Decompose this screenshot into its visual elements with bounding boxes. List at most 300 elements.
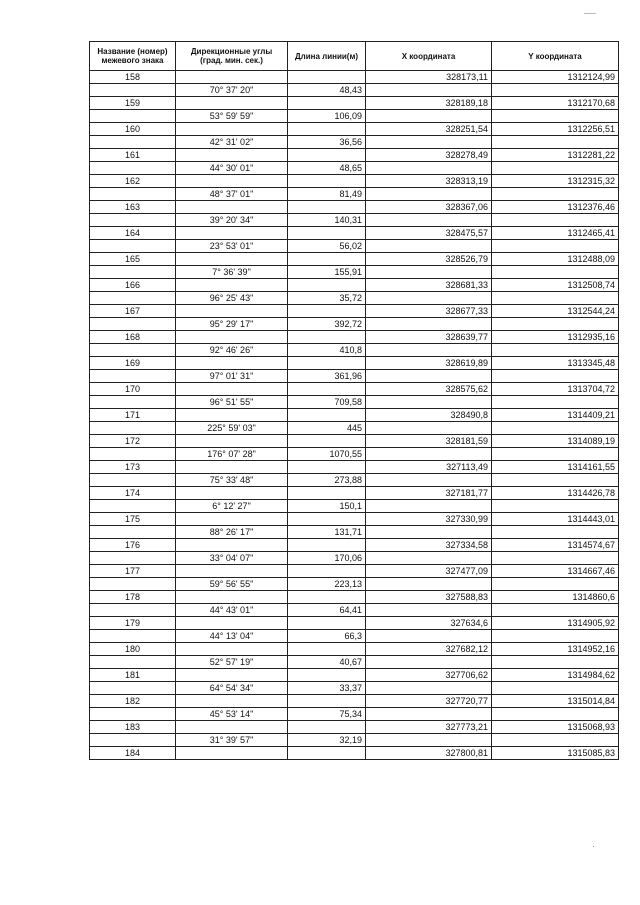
- line-length: 223,13: [288, 578, 366, 591]
- direction-angle: 176° 07' 28": [176, 448, 288, 461]
- line-length: 35,72: [288, 292, 366, 305]
- empty-cell: [90, 578, 176, 591]
- empty-cell: [492, 396, 619, 409]
- line-length: 445: [288, 422, 366, 435]
- point-name: 164: [90, 227, 176, 240]
- line-length: 170,06: [288, 552, 366, 565]
- empty-cell: [176, 461, 288, 474]
- empty-cell: [492, 552, 619, 565]
- direction-angle: 44° 13' 04": [176, 630, 288, 643]
- x-coordinate: 327334,58: [366, 539, 492, 552]
- line-length: 32,19: [288, 734, 366, 747]
- y-coordinate: 1313704,72: [492, 383, 619, 396]
- empty-cell: [288, 409, 366, 422]
- empty-cell: [176, 721, 288, 734]
- x-coordinate: 327720,77: [366, 695, 492, 708]
- point-row: [90, 721, 619, 734]
- direction-angle: 31° 39' 57": [176, 734, 288, 747]
- y-coordinate: 1314905,92: [492, 617, 619, 630]
- y-coordinate: 1314667,46: [492, 565, 619, 578]
- segment-row: [90, 188, 619, 201]
- point-name: 176: [90, 539, 176, 552]
- empty-cell: [492, 370, 619, 383]
- y-coordinate: 1315014,84: [492, 695, 619, 708]
- y-coordinate: 1315085,83: [492, 747, 619, 760]
- empty-cell: [366, 500, 492, 513]
- direction-angle: 44° 30' 01": [176, 162, 288, 175]
- empty-cell: [176, 747, 288, 760]
- direction-angle: 7° 36' 39": [176, 266, 288, 279]
- header-x-coordinate: X координата: [366, 42, 492, 71]
- point-row: [90, 435, 619, 448]
- empty-cell: [288, 539, 366, 552]
- line-length: 131,71: [288, 526, 366, 539]
- point-name: 184: [90, 747, 176, 760]
- empty-cell: [90, 526, 176, 539]
- direction-angle: 33° 04' 07": [176, 552, 288, 565]
- empty-cell: [366, 214, 492, 227]
- header-point-name: Название (номер) межевого знака: [90, 42, 176, 71]
- line-length: 48,65: [288, 162, 366, 175]
- line-length: 56,02: [288, 240, 366, 253]
- empty-cell: [176, 97, 288, 110]
- point-name: 165: [90, 253, 176, 266]
- point-row: [90, 617, 619, 630]
- segment-row: [90, 630, 619, 643]
- empty-cell: [288, 747, 366, 760]
- y-coordinate: 1312935,16: [492, 331, 619, 344]
- point-name: 178: [90, 591, 176, 604]
- point-name: 179: [90, 617, 176, 630]
- line-length: 81,49: [288, 188, 366, 201]
- empty-cell: [176, 123, 288, 136]
- empty-cell: [366, 396, 492, 409]
- empty-cell: [288, 175, 366, 188]
- empty-cell: [176, 487, 288, 500]
- x-coordinate: 327330,99: [366, 513, 492, 526]
- point-row: [90, 97, 619, 110]
- line-length: 33,37: [288, 682, 366, 695]
- empty-cell: [366, 604, 492, 617]
- empty-cell: [288, 201, 366, 214]
- x-coordinate: 327706,62: [366, 669, 492, 682]
- segment-row: [90, 682, 619, 695]
- empty-cell: [288, 513, 366, 526]
- y-coordinate: 1314574,67: [492, 539, 619, 552]
- segment-row: [90, 474, 619, 487]
- direction-angle: 6° 12' 27": [176, 500, 288, 513]
- empty-cell: [492, 708, 619, 721]
- empty-cell: [176, 253, 288, 266]
- empty-cell: [366, 526, 492, 539]
- line-length: 66,3: [288, 630, 366, 643]
- empty-cell: [176, 149, 288, 162]
- empty-cell: [176, 513, 288, 526]
- empty-cell: [90, 500, 176, 513]
- line-length: 48,43: [288, 84, 366, 97]
- line-length: 709,58: [288, 396, 366, 409]
- direction-angle: 96° 25' 43": [176, 292, 288, 305]
- segment-row: [90, 292, 619, 305]
- segment-row: [90, 240, 619, 253]
- segment-row: [90, 110, 619, 123]
- empty-cell: [288, 279, 366, 292]
- x-coordinate: 328367,06: [366, 201, 492, 214]
- empty-cell: [492, 526, 619, 539]
- header-y-coordinate: Y координата: [492, 42, 619, 71]
- x-coordinate: 328639,77: [366, 331, 492, 344]
- empty-cell: [90, 266, 176, 279]
- empty-cell: [176, 695, 288, 708]
- line-length: 273,88: [288, 474, 366, 487]
- empty-cell: [176, 617, 288, 630]
- direction-angle: 44° 43' 01": [176, 604, 288, 617]
- boundary-coordinates-table: [89, 41, 619, 760]
- empty-cell: [492, 292, 619, 305]
- direction-angle: 23° 53' 01": [176, 240, 288, 253]
- y-coordinate: 1312281,22: [492, 149, 619, 162]
- header-row: [90, 42, 619, 71]
- segment-row: [90, 448, 619, 461]
- point-name: 175: [90, 513, 176, 526]
- y-coordinate: 1314426,78: [492, 487, 619, 500]
- direction-angle: 95° 29' 17": [176, 318, 288, 331]
- empty-cell: [176, 383, 288, 396]
- empty-cell: [492, 630, 619, 643]
- empty-cell: [176, 565, 288, 578]
- line-length: 106,09: [288, 110, 366, 123]
- x-coordinate: 327113,49: [366, 461, 492, 474]
- empty-cell: [90, 344, 176, 357]
- x-coordinate: 328251,54: [366, 123, 492, 136]
- empty-cell: [288, 305, 366, 318]
- empty-cell: [366, 136, 492, 149]
- empty-cell: [90, 162, 176, 175]
- line-length: 40,67: [288, 656, 366, 669]
- direction-angle: 42° 31' 02": [176, 136, 288, 149]
- empty-cell: [492, 500, 619, 513]
- empty-cell: [366, 84, 492, 97]
- empty-cell: [366, 630, 492, 643]
- point-row: [90, 305, 619, 318]
- point-row: [90, 643, 619, 656]
- empty-cell: [366, 266, 492, 279]
- x-coordinate: 328526,79: [366, 253, 492, 266]
- direction-angle: 52° 57' 19": [176, 656, 288, 669]
- point-row: [90, 695, 619, 708]
- point-name: 174: [90, 487, 176, 500]
- line-length: 392,72: [288, 318, 366, 331]
- x-coordinate: 328490,8: [366, 409, 492, 422]
- y-coordinate: 1312256,51: [492, 123, 619, 136]
- y-coordinate: 1314089,19: [492, 435, 619, 448]
- direction-angle: 70° 37' 20": [176, 84, 288, 97]
- y-coordinate: 1314161,55: [492, 461, 619, 474]
- empty-cell: [492, 578, 619, 591]
- point-row: [90, 253, 619, 266]
- point-name: 160: [90, 123, 176, 136]
- segment-row: [90, 214, 619, 227]
- empty-cell: [176, 279, 288, 292]
- direction-angle: 48° 37' 01": [176, 188, 288, 201]
- y-coordinate: 1314952,16: [492, 643, 619, 656]
- x-coordinate: 327682,12: [366, 643, 492, 656]
- empty-cell: [492, 656, 619, 669]
- empty-cell: [90, 188, 176, 201]
- empty-cell: [366, 474, 492, 487]
- point-row: [90, 201, 619, 214]
- x-coordinate: 327800,81: [366, 747, 492, 760]
- empty-cell: [288, 435, 366, 448]
- x-coordinate: 327477,09: [366, 565, 492, 578]
- empty-cell: [90, 136, 176, 149]
- point-row: [90, 461, 619, 474]
- point-name: 170: [90, 383, 176, 396]
- empty-cell: [492, 422, 619, 435]
- point-name: 177: [90, 565, 176, 578]
- empty-cell: [176, 643, 288, 656]
- empty-cell: [176, 175, 288, 188]
- empty-cell: [176, 331, 288, 344]
- empty-cell: [492, 188, 619, 201]
- point-name: 158: [90, 71, 176, 84]
- point-name: 167: [90, 305, 176, 318]
- segment-row: [90, 578, 619, 591]
- empty-cell: [288, 721, 366, 734]
- y-coordinate: 1312124,99: [492, 71, 619, 84]
- empty-cell: [90, 292, 176, 305]
- empty-cell: [90, 630, 176, 643]
- x-coordinate: 327773,21: [366, 721, 492, 734]
- empty-cell: [366, 370, 492, 383]
- direction-angle: 53° 59' 59": [176, 110, 288, 123]
- empty-cell: [90, 682, 176, 695]
- point-name: 182: [90, 695, 176, 708]
- empty-cell: [288, 357, 366, 370]
- point-row: [90, 539, 619, 552]
- empty-cell: [90, 734, 176, 747]
- empty-cell: [90, 422, 176, 435]
- empty-cell: [90, 240, 176, 253]
- empty-cell: [90, 396, 176, 409]
- point-name: 171: [90, 409, 176, 422]
- x-coordinate: 328619,89: [366, 357, 492, 370]
- point-name: 181: [90, 669, 176, 682]
- empty-cell: [288, 487, 366, 500]
- segment-row: [90, 84, 619, 97]
- line-length: 140,31: [288, 214, 366, 227]
- x-coordinate: 327634,6: [366, 617, 492, 630]
- point-row: [90, 747, 619, 760]
- segment-row: [90, 656, 619, 669]
- direction-angle: 59° 56' 55": [176, 578, 288, 591]
- line-length: 75,34: [288, 708, 366, 721]
- x-coordinate: 328278,49: [366, 149, 492, 162]
- segment-row: [90, 370, 619, 383]
- empty-cell: [492, 84, 619, 97]
- point-row: [90, 331, 619, 344]
- empty-cell: [288, 617, 366, 630]
- y-coordinate: 1312315,32: [492, 175, 619, 188]
- empty-cell: [176, 435, 288, 448]
- segment-row: [90, 552, 619, 565]
- point-row: [90, 383, 619, 396]
- x-coordinate: 328681,33: [366, 279, 492, 292]
- empty-cell: [176, 71, 288, 84]
- empty-cell: [90, 84, 176, 97]
- empty-cell: [366, 162, 492, 175]
- empty-cell: [492, 448, 619, 461]
- empty-cell: [366, 578, 492, 591]
- y-coordinate: 1314443,01: [492, 513, 619, 526]
- empty-cell: [176, 227, 288, 240]
- empty-cell: [176, 591, 288, 604]
- direction-angle: 225° 59' 03": [176, 422, 288, 435]
- point-row: [90, 565, 619, 578]
- scan-speck: [593, 846, 594, 847]
- line-length: 150,1: [288, 500, 366, 513]
- scan-speck: [584, 13, 596, 14]
- point-name: 173: [90, 461, 176, 474]
- y-coordinate: 1312376,46: [492, 201, 619, 214]
- segment-row: [90, 136, 619, 149]
- empty-cell: [288, 695, 366, 708]
- line-length: 1070,55: [288, 448, 366, 461]
- point-row: [90, 279, 619, 292]
- x-coordinate: 328189,18: [366, 97, 492, 110]
- empty-cell: [366, 240, 492, 253]
- empty-cell: [366, 708, 492, 721]
- empty-cell: [366, 344, 492, 357]
- point-row: [90, 409, 619, 422]
- empty-cell: [492, 344, 619, 357]
- y-coordinate: 1312508,74: [492, 279, 619, 292]
- x-coordinate: 328677,33: [366, 305, 492, 318]
- point-name: 168: [90, 331, 176, 344]
- empty-cell: [288, 591, 366, 604]
- segment-row: [90, 708, 619, 721]
- empty-cell: [492, 266, 619, 279]
- empty-cell: [288, 123, 366, 136]
- point-name: 163: [90, 201, 176, 214]
- line-length: 410,8: [288, 344, 366, 357]
- point-row: [90, 175, 619, 188]
- empty-cell: [90, 110, 176, 123]
- point-name: 172: [90, 435, 176, 448]
- empty-cell: [366, 188, 492, 201]
- empty-cell: [492, 240, 619, 253]
- empty-cell: [90, 656, 176, 669]
- segment-row: [90, 734, 619, 747]
- point-row: [90, 591, 619, 604]
- y-coordinate: 1314409,21: [492, 409, 619, 422]
- y-coordinate: 1315068,93: [492, 721, 619, 734]
- empty-cell: [288, 97, 366, 110]
- empty-cell: [492, 604, 619, 617]
- x-coordinate: 327588,83: [366, 591, 492, 604]
- point-name: 169: [90, 357, 176, 370]
- y-coordinate: 1313345,48: [492, 357, 619, 370]
- segment-row: [90, 422, 619, 435]
- segment-row: [90, 344, 619, 357]
- x-coordinate: 328181,59: [366, 435, 492, 448]
- point-name: 159: [90, 97, 176, 110]
- empty-cell: [288, 227, 366, 240]
- empty-cell: [288, 565, 366, 578]
- y-coordinate: 1312465,41: [492, 227, 619, 240]
- empty-cell: [90, 448, 176, 461]
- empty-cell: [90, 552, 176, 565]
- empty-cell: [288, 383, 366, 396]
- empty-cell: [176, 201, 288, 214]
- empty-cell: [366, 318, 492, 331]
- header-direction-angle: Дирекционные углы (град. мин. сек.): [176, 42, 288, 71]
- y-coordinate: 1312488,09: [492, 253, 619, 266]
- empty-cell: [492, 162, 619, 175]
- point-name: 161: [90, 149, 176, 162]
- empty-cell: [366, 292, 492, 305]
- header-line-length: Длина линии(м): [288, 42, 366, 71]
- empty-cell: [492, 214, 619, 227]
- segment-row: [90, 526, 619, 539]
- empty-cell: [366, 552, 492, 565]
- empty-cell: [366, 656, 492, 669]
- empty-cell: [288, 461, 366, 474]
- point-row: [90, 227, 619, 240]
- direction-angle: 64° 54' 34": [176, 682, 288, 695]
- empty-cell: [176, 669, 288, 682]
- table-body: [90, 71, 619, 760]
- empty-cell: [366, 734, 492, 747]
- empty-cell: [288, 669, 366, 682]
- point-name: 162: [90, 175, 176, 188]
- empty-cell: [90, 370, 176, 383]
- empty-cell: [492, 110, 619, 123]
- empty-cell: [90, 318, 176, 331]
- direction-angle: 88° 26' 17": [176, 526, 288, 539]
- empty-cell: [366, 448, 492, 461]
- empty-cell: [288, 71, 366, 84]
- empty-cell: [492, 318, 619, 331]
- empty-cell: [288, 331, 366, 344]
- direction-angle: 45° 53' 14": [176, 708, 288, 721]
- x-coordinate: 328575,62: [366, 383, 492, 396]
- point-name: 180: [90, 643, 176, 656]
- segment-row: [90, 318, 619, 331]
- empty-cell: [176, 357, 288, 370]
- empty-cell: [176, 409, 288, 422]
- point-row: [90, 513, 619, 526]
- empty-cell: [366, 110, 492, 123]
- empty-cell: [492, 682, 619, 695]
- empty-cell: [366, 422, 492, 435]
- empty-cell: [90, 474, 176, 487]
- point-row: [90, 487, 619, 500]
- table-header: [90, 42, 619, 71]
- direction-angle: 92° 46' 26": [176, 344, 288, 357]
- x-coordinate: 328173,11: [366, 71, 492, 84]
- direction-angle: 39° 20' 34": [176, 214, 288, 227]
- direction-angle: 75° 33' 48": [176, 474, 288, 487]
- point-row: [90, 123, 619, 136]
- point-row: [90, 149, 619, 162]
- point-row: [90, 357, 619, 370]
- empty-cell: [176, 539, 288, 552]
- y-coordinate: 1314984,62: [492, 669, 619, 682]
- empty-cell: [288, 253, 366, 266]
- direction-angle: 96° 51' 55": [176, 396, 288, 409]
- segment-row: [90, 266, 619, 279]
